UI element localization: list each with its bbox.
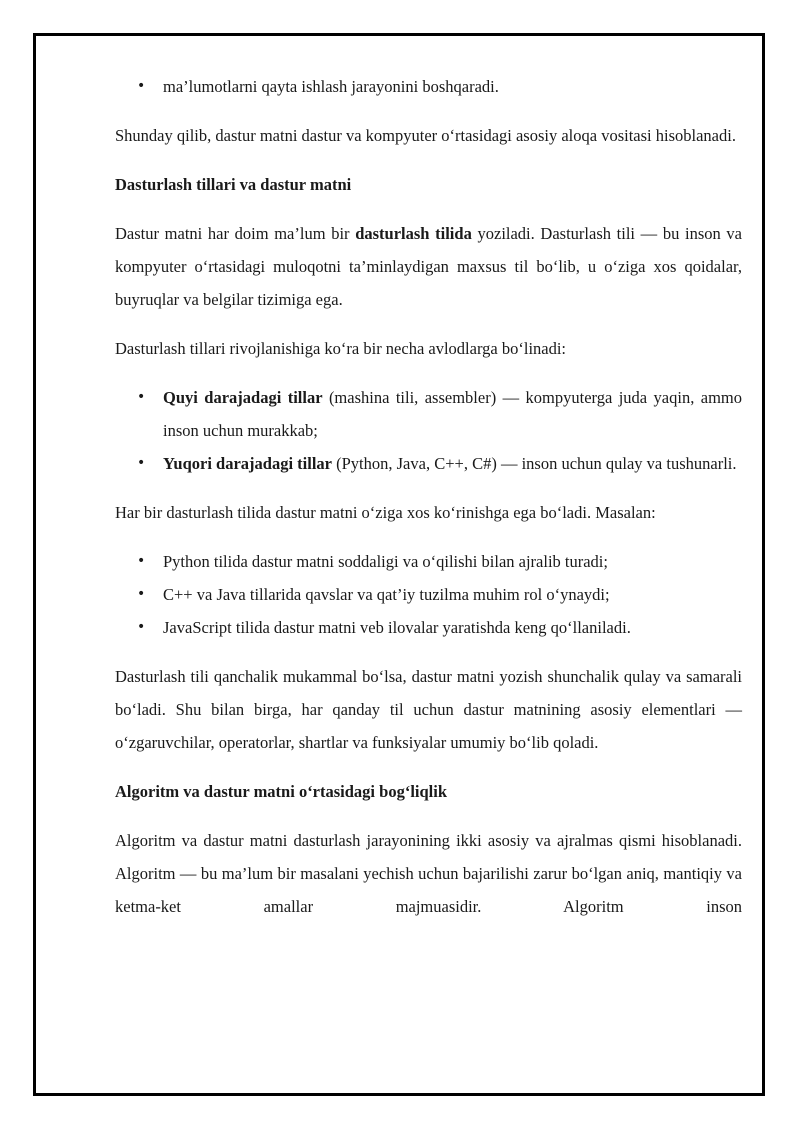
- bold-term: Quyi darajadagi tillar: [163, 388, 323, 407]
- list-item: • Python tilida dastur matni soddaligi va o‘qilishi bilan ajralib turadi;: [115, 545, 742, 578]
- section-heading: Algoritm va dastur matni o‘rtasidagi bog‘liqlik: [115, 782, 448, 801]
- document-body: [115, 70, 742, 923]
- paragraph: Dasturlash tili qanchalik mukammal bo‘lsa, dastur matni yozish shunchalik qulay va samarali bo‘ladi. Shu bilan birga, har qanday til uchun dastur matnining asosiy elementlari — o‘zgaruvchilar, operatorlar, shartlar va funksiyalar umumiy bo‘lib qoladi.: [115, 667, 742, 752]
- list-item: [115, 381, 742, 447]
- bold-term: Yuqori darajadagi tillar: [163, 454, 332, 473]
- paragraph: Har bir dasturlash tilida dastur matni o‘ziga xos ko‘rinishga ega bo‘ladi. Masalan:: [115, 503, 656, 522]
- text-run: yoziladi. Dasturlash tili — bu inson va kompyuter o‘rtasidagi muloqotni ta’minlaydigan maxsus til bo‘lib, u o‘ziga xos qoidalar, buyruqlar va belgilar tizimiga ega.: [115, 224, 743, 309]
- paragraph: [115, 217, 742, 316]
- bold-term: dasturlash tilida: [355, 224, 472, 243]
- list-item: • ma’lumotlarni qayta ishlash jarayonini boshqaradi.: [115, 70, 742, 103]
- list-item: • JavaScript tilida dastur matni veb ilovalar yaratishda keng qo‘llaniladi.: [115, 611, 742, 644]
- text-run: (Python, Java, C++, C#) — inson uchun qulay va tushunarli.: [332, 454, 737, 473]
- section-heading: Dasturlash tillari va dastur matni: [115, 175, 352, 194]
- paragraph: Algoritm va dastur matni dasturlash jarayonining ikki asosiy va ajralmas qismi hisoblanadi. Algoritm — bu ma’lum bir masalani yechish uchun bajarilishi zarur bo‘lgan aniq, mantiqiy va ketma-ket amallar majmuasidir. Algoritm inson: [115, 831, 742, 916]
- paragraph: Dasturlash tillari rivojlanishiga ko‘ra bir necha avlodlarga bo‘linadi:: [115, 339, 567, 358]
- list-item: [115, 447, 742, 480]
- top-bullet-list: [115, 70, 742, 103]
- examples-list: [115, 545, 742, 644]
- list-item: • C++ va Java tillarida qavslar va qat’iy tuzilma muhim rol o‘ynaydi;: [115, 578, 742, 611]
- language-levels-list: [115, 381, 742, 480]
- text-run: (mashina tili, assembler) — kompyuterga juda yaqin, ammo inson uchun murakkab;: [163, 388, 742, 440]
- text-run: Dastur matni har doim ma’lum bir: [115, 224, 356, 243]
- paragraph: Shunday qilib, dastur matni dastur va kompyuter o‘rtasidagi asosiy aloqa vositasi hisoblanadi.: [115, 126, 736, 145]
